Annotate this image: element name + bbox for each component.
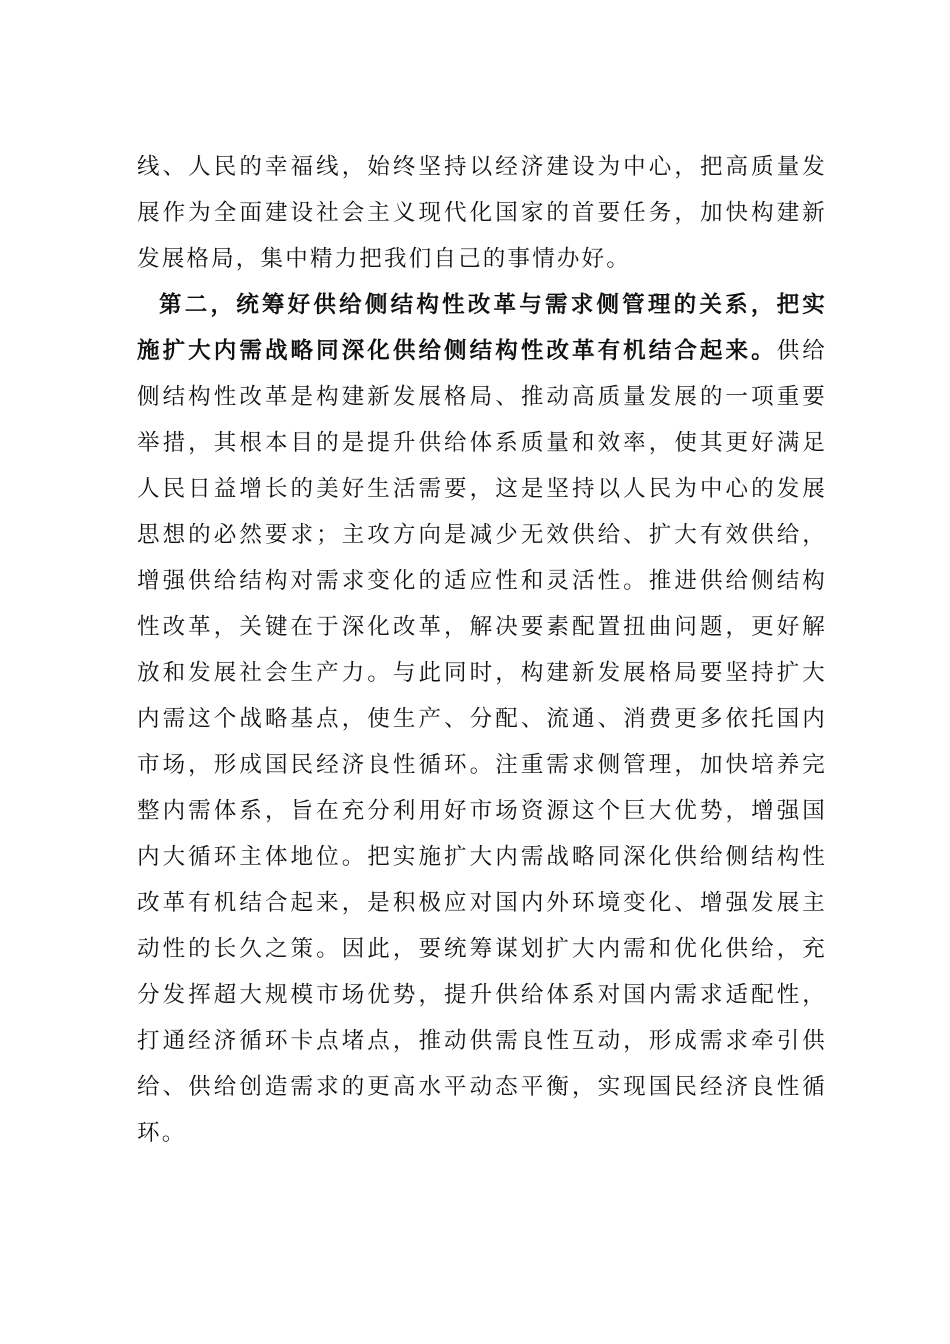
heading-line-mixed xyxy=(137,328,827,374)
text-line: 发展格局，集中精力把我们自己的事情办好。 xyxy=(137,246,632,272)
text-line: 整内需体系，旨在充分利用好市场资源这个巨大优势，增强国 xyxy=(137,798,827,824)
text-line: 给、供给创造需求的更高水平动态平衡，实现国民经济良性循 xyxy=(137,1074,827,1100)
text-line: 思想的必然要求；主攻方向是减少无效供给、扩大有效供给， xyxy=(137,522,827,548)
text-line: 市场，形成国民经济良性循环。注重需求侧管理，加快培养完 xyxy=(137,752,827,778)
text-line: 性改革，关键在于深化改革，解决要素配置扭曲问题，更好解 xyxy=(137,614,827,640)
heading-line: 第二，统筹好供给侧结构性改革与需求侧管理的关系，把实 xyxy=(159,292,827,318)
text-line: 人民日益增长的美好生活需要，这是坚持以人民为中心的发展 xyxy=(137,476,827,502)
text-line: 展作为全面建设社会主义现代化国家的首要任务，加快构建新 xyxy=(137,200,827,226)
text-line: 内大循环主体地位。把实施扩大内需战略同深化供给侧结构性 xyxy=(137,844,827,870)
text-line: 改革有机结合起来，是积极应对国内外环境变化、增强发展主 xyxy=(137,890,827,916)
text-line: 分发挥超大规模市场优势，提升供给体系对国内需求适配性， xyxy=(137,982,827,1008)
body-text: 供给 xyxy=(776,338,827,364)
paragraph-second-point xyxy=(137,282,827,1156)
heading-bold-text: 施扩大内需战略同深化供给侧结构性改革有机结合起来。 xyxy=(137,338,777,364)
text-line: 放和发展社会生产力。与此同时，构建新发展格局要坚持扩大 xyxy=(137,660,827,686)
text-line: 举措，其根本目的是提升供给体系质量和效率，使其更好满足 xyxy=(137,430,827,456)
paragraph-continued xyxy=(137,144,827,282)
text-line: 动性的长久之策。因此，要统筹谋划扩大内需和优化供给，充 xyxy=(137,936,827,962)
text-line: 打通经济循环卡点堵点，推动供需良性互动，形成需求牵引供 xyxy=(137,1028,827,1054)
text-line: 内需这个战略基点，使生产、分配、流通、消费更多依托国内 xyxy=(137,706,827,732)
text-line: 环。 xyxy=(137,1120,187,1146)
text-line: 增强供给结构对需求变化的适应性和灵活性。推进供给侧结构 xyxy=(137,568,827,594)
text-line: 侧结构性改革是构建新发展格局、推动高质量发展的一项重要 xyxy=(137,384,827,410)
text-line: 线、人民的幸福线，始终坚持以经济建设为中心，把高质量发 xyxy=(137,154,827,180)
